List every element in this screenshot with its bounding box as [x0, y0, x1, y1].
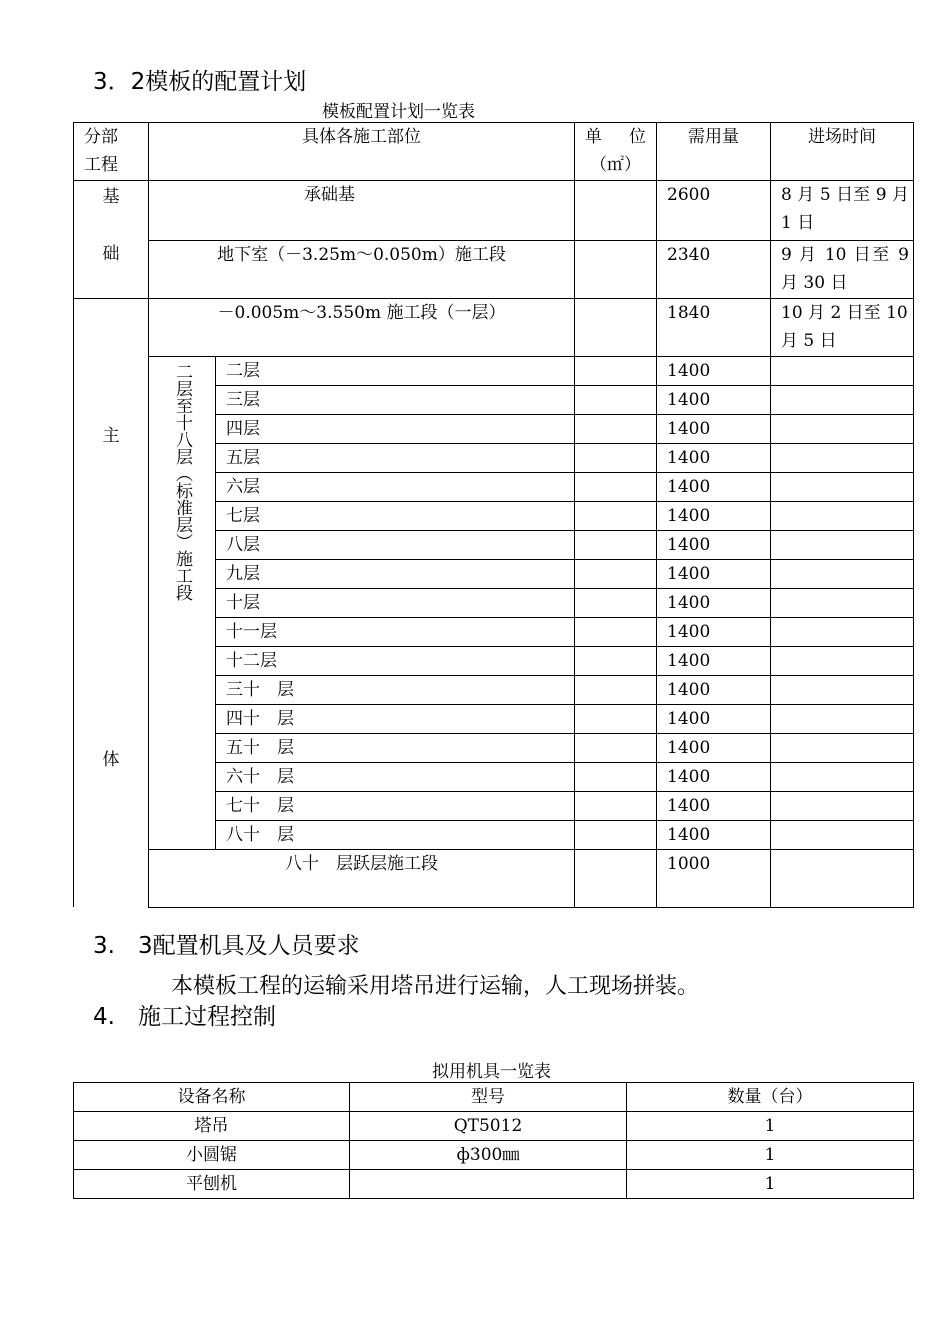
floor-name: 四层: [216, 414, 575, 443]
floor-name: 十二层: [216, 646, 575, 675]
part-cell: 地下室（－3.25m～0.050m）施工段: [149, 240, 575, 298]
floor-name: 三十 层: [216, 675, 575, 704]
standard-floor-group-label: 二层至十八层（标准层）施工段: [149, 356, 216, 849]
qty-cell: 1400: [657, 588, 771, 617]
qty-cell: 1400: [657, 675, 771, 704]
floor-name: 八十 层: [216, 820, 575, 849]
table-row: [74, 1141, 914, 1170]
qty-cell: 1840: [657, 298, 771, 356]
qty-cell: 1400: [657, 530, 771, 559]
qty-cell: 1400: [657, 443, 771, 472]
foundation-label-1: 基: [74, 181, 149, 241]
floor-name: 五层: [216, 443, 575, 472]
floor-name: 四十 层: [216, 704, 575, 733]
time-cell: 8 月 5 日至 9 月 1 日: [771, 181, 914, 241]
foundation-label-2: 础: [74, 240, 149, 298]
qty-cell: 1400: [657, 791, 771, 820]
qty-cell: 1400: [657, 820, 771, 849]
section-3-3-title: 3. 3配置机具及人员要求: [93, 933, 360, 959]
qty-cell: 2340: [657, 240, 771, 298]
header-division: 分部工程: [74, 123, 149, 181]
main-structure-label: 主 体: [74, 298, 149, 907]
time-cell: 9 月 10 日至 9 月 30 日: [771, 240, 914, 298]
time-cell: 10 月 2 日至 10 月 5 日: [771, 298, 914, 356]
header-quantity: 需用量: [657, 123, 771, 181]
qty-cell: 1400: [657, 472, 771, 501]
table1-caption: 模板配置计划一览表: [322, 102, 475, 122]
floor-name: 六层: [216, 472, 575, 501]
header-equipment-name: 设备名称: [74, 1083, 350, 1112]
header-model: 型号: [350, 1083, 627, 1112]
floor-name: 十层: [216, 588, 575, 617]
qty-cell: 1400: [657, 704, 771, 733]
equipment-model: [350, 1170, 627, 1199]
qty-cell: 2600: [657, 181, 771, 241]
qty-cell: 1400: [657, 356, 771, 385]
table-row: [74, 356, 914, 385]
floor-name: 九层: [216, 559, 575, 588]
header-unit: 单 位 （㎡）: [575, 123, 657, 181]
table-row: [74, 298, 914, 356]
equipment-name: 小圆锯: [74, 1141, 350, 1170]
section-3-3-text: 本模板工程的运输采用塔吊进行运输，人工现场拼装。: [171, 974, 700, 999]
qty-cell: 1400: [657, 385, 771, 414]
qty-cell: 1400: [657, 559, 771, 588]
equipment-name: 平刨机: [74, 1170, 350, 1199]
section-4-title: 4. 施工过程控制: [93, 1004, 276, 1030]
qty-cell: 1400: [657, 617, 771, 646]
table-row: [74, 849, 914, 907]
part-cell: 承础基: [149, 181, 575, 241]
equipment-count: 1: [627, 1170, 914, 1199]
floor-name: 七十 层: [216, 791, 575, 820]
floor-name: 六十 层: [216, 762, 575, 791]
qty-cell: 1400: [657, 414, 771, 443]
floor-name: 三层: [216, 385, 575, 414]
equipment-model: ф300㎜: [350, 1141, 627, 1170]
table-header-row: [74, 123, 914, 181]
table-header-row: [74, 1083, 914, 1112]
qty-cell: 1400: [657, 646, 771, 675]
table-row: [74, 181, 914, 241]
equipment-model: QT5012: [350, 1112, 627, 1141]
qty-cell: 1400: [657, 501, 771, 530]
header-time: 进场时间: [771, 123, 914, 181]
formwork-plan-table: [73, 122, 914, 908]
equipment-name: 塔吊: [74, 1112, 350, 1141]
header-part: 具体各施工部位: [149, 123, 575, 181]
floor-name: 八层: [216, 530, 575, 559]
table-row: [74, 240, 914, 298]
table2-caption: 拟用机具一览表: [432, 1062, 551, 1082]
qty-cell: 1400: [657, 733, 771, 762]
qty-cell: 1000: [657, 849, 771, 907]
equipment-table: [73, 1082, 914, 1199]
floor-name: 二层: [216, 356, 575, 385]
qty-cell: 1400: [657, 762, 771, 791]
section-3-2-title: 3．2模板的配置计划: [93, 69, 307, 95]
floor-name: 七层: [216, 501, 575, 530]
table-row: [74, 1112, 914, 1141]
part-cell: －0.005m～3.550m 施工段（一层）: [149, 298, 575, 356]
header-count: 数量（台）: [627, 1083, 914, 1112]
table-row: [74, 1170, 914, 1199]
equipment-count: 1: [627, 1141, 914, 1170]
equipment-count: 1: [627, 1112, 914, 1141]
floor-name: 五十 层: [216, 733, 575, 762]
part-cell: 八十 层跃层施工段: [149, 849, 575, 907]
floor-name: 十一层: [216, 617, 575, 646]
